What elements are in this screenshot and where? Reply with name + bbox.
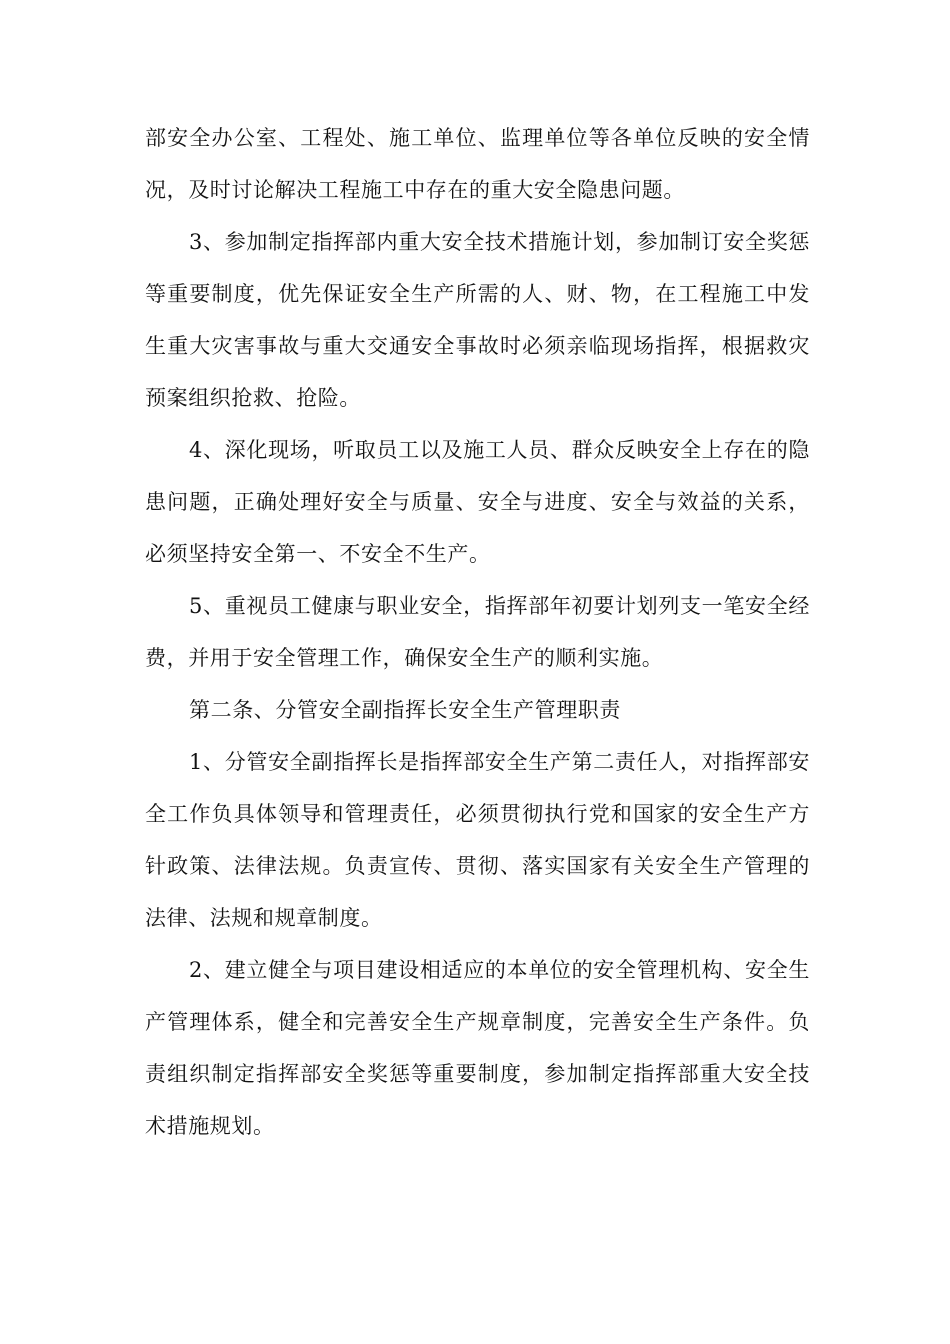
- section-heading-article-2: 第二条、分管安全副指挥长安全生产管理职责: [189, 698, 621, 722]
- paragraph-item-3: 3、参加制定指挥部内重大安全技术措施计划，参加制订安全奖惩等重要制度，优先保证安全生产所需的人、财、物，在工程施工中发生重大灾害事故与重大交通安全事故时必须亲临现场指挥，根据救灾预案组织抢救、抢险。: [145, 230, 810, 410]
- document-body: [145, 112, 810, 1152]
- paragraph-article-2-item-2: 2、建立健全与项目建设相适应的本单位的安全管理机构、安全生产管理体系，健全和完善安全生产规章制度，完善安全生产条件。负责组织制定指挥部安全奖惩等重要制度，参加制定指挥部重大安全技术措施规划。: [145, 958, 810, 1138]
- paragraph-item-5: 5、重视员工健康与职业安全，指挥部年初要计划列支一笔安全经费，并用于安全管理工作，确保安全生产的顺利实施。: [145, 594, 810, 670]
- paragraph-item-4: 4、深化现场，听取员工以及施工人员、群众反映安全上存在的隐患问题，正确处理好安全与质量、安全与进度、安全与效益的关系，必须坚持安全第一、不安全不生产。: [145, 438, 810, 566]
- paragraph-article-2-item-1: 1、分管安全副指挥长是指挥部安全生产第二责任人，对指挥部安全工作负具体领导和管理责任，必须贯彻执行党和国家的安全生产方针政策、法律法规。负责宣传、贯彻、落实国家有关安全生产管理的法律、法规和规章制度。: [145, 750, 810, 930]
- paragraph-continuation: 部安全办公室、工程处、施工单位、监理单位等各单位反映的安全情况，及时讨论解决工程施工中存在的重大安全隐患问题。: [145, 126, 810, 202]
